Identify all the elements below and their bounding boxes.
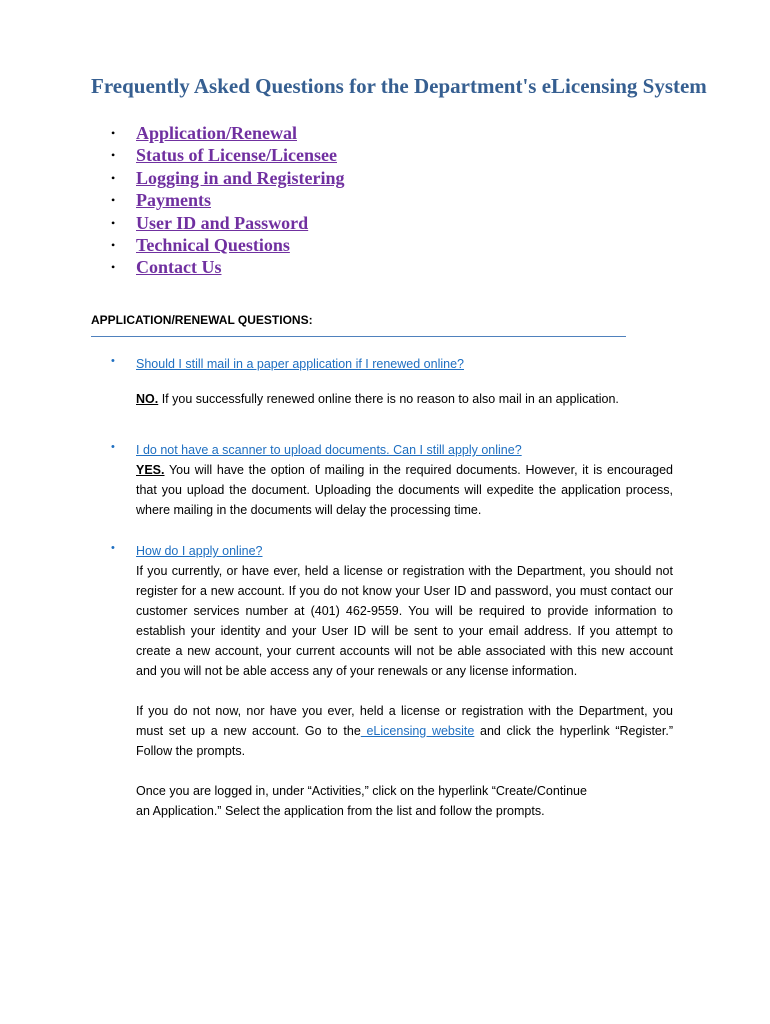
answer-text: Once you are logged in, under “Activities,” click on the hyperlink “Create/Continue bbox=[136, 784, 587, 798]
faq-table-of-contents bbox=[108, 122, 345, 279]
page-title: Frequently Asked Questions for the Department's eLicensing System bbox=[91, 74, 707, 98]
toc-item-logging-in bbox=[108, 167, 345, 189]
toc-link-logging-in[interactable]: Logging in and Registering bbox=[136, 167, 345, 188]
bullet-icon: • bbox=[111, 260, 116, 275]
toc-link-payments[interactable]: Payments bbox=[136, 190, 211, 211]
answer-lead: NO. bbox=[136, 392, 159, 406]
bullet-icon: • bbox=[111, 441, 115, 453]
faq-answer: If you currently, or have ever, held a license or registration with the Department, you should not register for a new account. If you do not know your User ID and password, you must contact our customer services number at (401) 462-9559. You will be required to provide information to establish your identity and your User ID will be sent to your email address. If you attempt to create a new account, your current accounts will not be able associated with this new account and you will not be able access any of your renewals or any license information. bbox=[136, 564, 673, 678]
question-link[interactable]: I do not have a scanner to upload documents. Can I still apply online? bbox=[136, 443, 522, 457]
toc-link-contact[interactable]: Contact Us bbox=[136, 257, 222, 278]
faq-answer bbox=[136, 460, 673, 520]
answer-text: and click the hyperlink “Register.” Follow the prompts. bbox=[136, 724, 673, 758]
toc-link-technical[interactable]: Technical Questions bbox=[136, 234, 290, 255]
answer-lead: YES. bbox=[136, 463, 165, 477]
toc-link-user-id-password[interactable]: User ID and Password bbox=[136, 212, 309, 233]
toc-link-status[interactable]: Status of License/Licensee bbox=[136, 145, 337, 166]
toc-item-payments bbox=[108, 189, 345, 211]
faq-answer bbox=[136, 781, 673, 821]
bullet-icon: • bbox=[111, 237, 116, 252]
section-heading: APPLICATION/RENEWAL QUESTIONS: bbox=[91, 313, 313, 327]
toc-item-contact bbox=[108, 256, 345, 278]
faq-answer bbox=[136, 701, 673, 761]
question-link[interactable]: How do I apply online? bbox=[136, 544, 263, 558]
toc-item-technical bbox=[108, 234, 345, 256]
section-divider bbox=[91, 336, 626, 337]
answer-text: an Application.” Select the application from the list and follow the prompts. bbox=[136, 804, 545, 818]
answer-text: If you successfully renewed online there is no reason to also mail in an application. bbox=[158, 392, 619, 406]
bullet-icon: • bbox=[111, 148, 116, 163]
bullet-icon: • bbox=[111, 355, 115, 367]
bullet-icon: • bbox=[111, 193, 116, 208]
toc-link-application-renewal[interactable]: Application/Renewal bbox=[136, 123, 298, 143]
answer-text: If you do not now, nor have you ever, held a license or registration with the Department, you must set up a new account. Go to the bbox=[136, 704, 673, 738]
toc-item-status bbox=[108, 144, 345, 166]
elicensing-website-link[interactable]: eLicensing website bbox=[360, 724, 475, 738]
answer-text: You will have the option of mailing in the required documents. However, it is encouraged that you upload the document. Uploading the documents will expedite the application process, where mailing in the documents will delay the processing time. bbox=[136, 463, 673, 517]
toc-item-application-renewal bbox=[108, 122, 345, 144]
bullet-icon: • bbox=[111, 215, 116, 230]
toc-item-user-id-password bbox=[108, 212, 345, 234]
bullet-icon: • bbox=[111, 126, 116, 140]
bullet-icon: • bbox=[111, 170, 116, 185]
faq-answer bbox=[136, 389, 673, 409]
bullet-icon: • bbox=[111, 542, 115, 554]
question-link[interactable]: Should I still mail in a paper application if I renewed online? bbox=[136, 357, 464, 371]
